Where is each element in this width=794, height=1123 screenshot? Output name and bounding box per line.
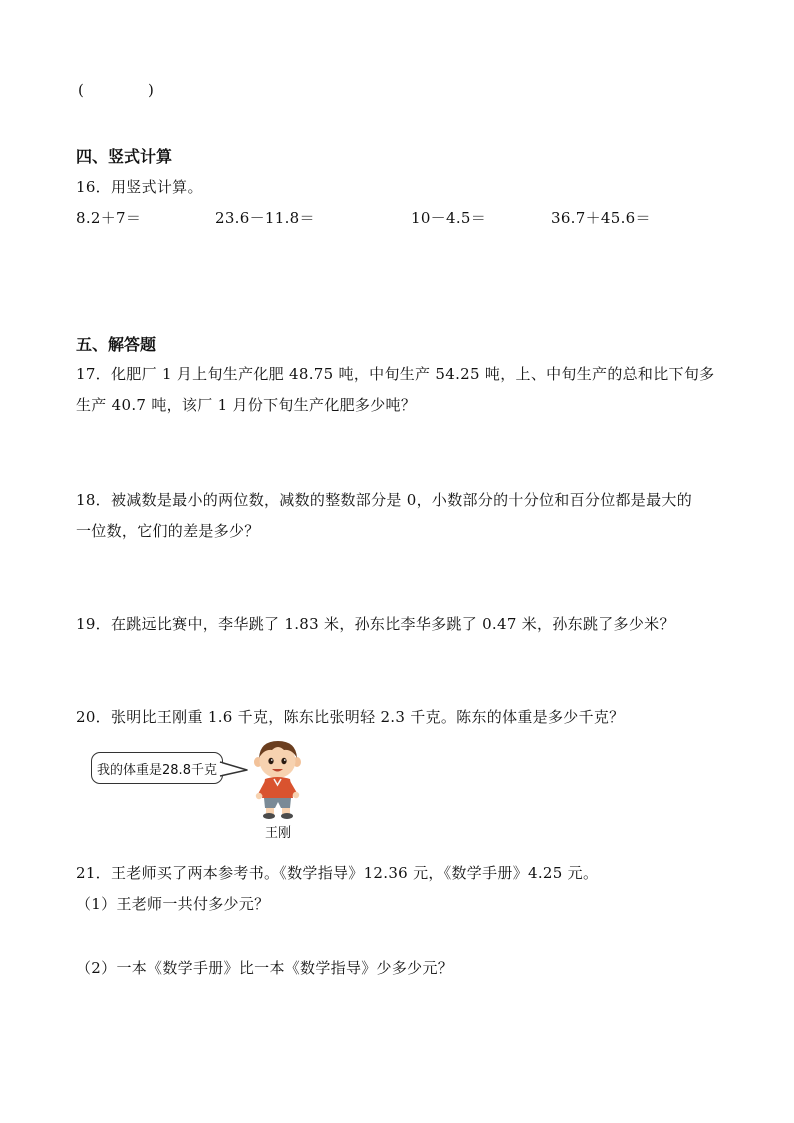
expression-4: 36.7＋45.6＝	[551, 209, 651, 227]
question-17-line-2: 生产 40.7 吨，该厂 1 月份下旬生产化肥多少吨？	[76, 396, 417, 414]
question-16: 16．用竖式计算。	[76, 178, 203, 196]
answer-blank-open: (	[78, 81, 85, 99]
speech-bubble-text: 我的体重是28.8千克	[97, 763, 217, 778]
question-19: 19．在跳远比赛中，李华跳了 1.83 米，孙东比李华多跳了 0.47 米，孙东跳了多少米？	[76, 615, 675, 633]
question-20: 20．张明比王刚重 1.6 千克，陈东比张明轻 2.3 千克。陈东的体重是多少千克？	[76, 708, 625, 726]
boy-illustration-icon	[252, 738, 304, 820]
speech-bubble	[91, 752, 223, 784]
expression-3: 10－4.5＝	[411, 209, 487, 227]
section-4-heading: 四、竖式计算	[76, 147, 173, 166]
question-21: 21．王老师买了两本参考书。《数学指导》12.36 元，《数学手册》4.25 元。	[76, 864, 599, 882]
illustration-caption: 王刚	[265, 826, 292, 841]
expression-1: 8.2＋7＝	[76, 209, 142, 227]
question-21-part-2: （2）一本《数学手册》比一本《数学指导》少多少元？	[76, 959, 454, 977]
question-21-part-1: （1）王老师一共付多少元？	[76, 895, 270, 913]
section-5-heading: 五、解答题	[76, 335, 157, 354]
question-18-line-1: 18．被减数是最小的两位数，减数的整数部分是 0，小数部分的十分位和百分位都是最大的	[76, 491, 693, 509]
speech-bubble-tail-icon	[219, 760, 249, 780]
answer-blank-close: )	[148, 81, 155, 99]
question-18-line-2: 一位数，它们的差是多少？	[76, 522, 260, 540]
expression-2: 23.6－11.8＝	[215, 209, 315, 227]
question-17-line-1: 17．化肥厂 1 月上旬生产化肥 48.75 吨，中旬生产 54.25 吨，上、中旬生产的总和比下旬多	[76, 365, 715, 383]
